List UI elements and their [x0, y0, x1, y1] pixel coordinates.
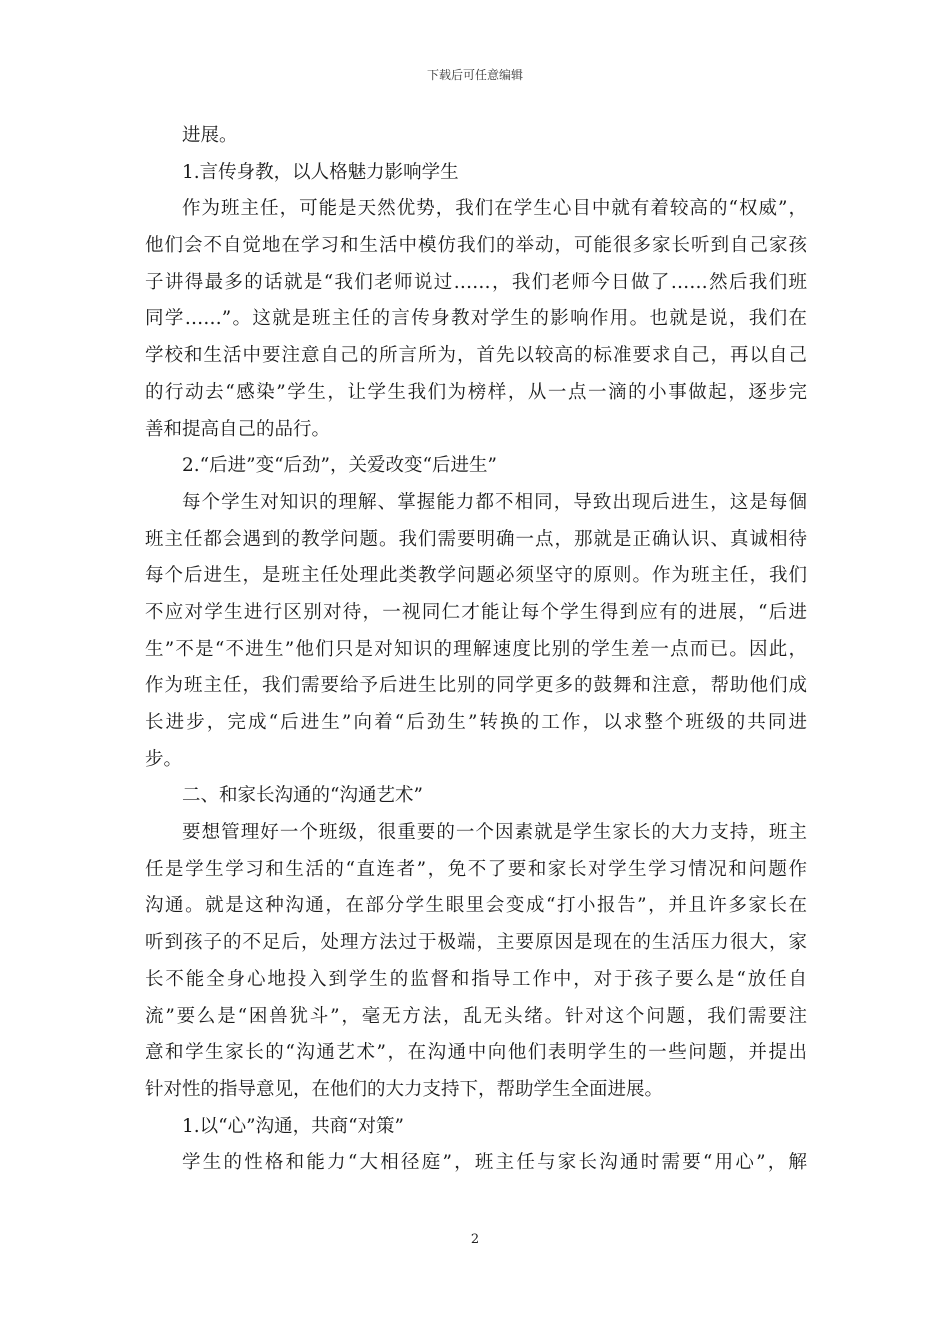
text-line: 不应对学生进行区别对待，一视同仁才能让每个学生得到应有的进展，“后进	[145, 601, 807, 623]
text-line: 长不能全身心地投入到学生的监督和指导工作中，对于孩子要么是“放任自	[145, 968, 807, 990]
text-line: 听到孩子的不足后，处理方法过于极端，主要原因是现在的生活压力很大，家	[145, 932, 807, 954]
text-line: 子讲得最多的话就是“我们老师说过……，我们老师今日做了……然后我们班	[145, 271, 807, 293]
text-line: 1.以“心”沟通，共商“对策”	[182, 1115, 404, 1137]
text-line: 班主任都会遇到的教学问题。我们需要明确一点，那就是正确认识、真诚相待	[145, 528, 807, 550]
text-line: 1.言传身教，以人格魅力影响学生	[182, 161, 459, 183]
text-line: 的行动去“感染”学生，让学生我们为榜样，从一点一滴的小事做起，逐步完	[145, 381, 807, 403]
text-line: 任是学生学习和生活的“直连者”，免不了要和家长对学生学习情况和问题作	[145, 858, 807, 880]
page-header: 下载后可任意编辑	[426, 68, 523, 82]
document-body	[145, 118, 807, 1182]
text-line: 针对性的指导意见，在他们的大力支持下，帮助学生全面进展。	[145, 1078, 664, 1100]
text-line: 2.“后进”变“后劲”，关爱改变“后进生”	[182, 455, 497, 477]
page-number: 2	[470, 1232, 480, 1247]
text-line: 进展。	[182, 125, 238, 146]
text-line: 要想管理好一个班级，很重要的一个因素就是学生家长的大力支持，班主	[182, 822, 807, 844]
text-line: 每个后进生，是班主任处理此类教学问题必须坚守的原则。作为班主任，我们	[145, 565, 807, 587]
text-line: 学生的性格和能力“大相径庭”，班主任与家长沟通时需要“用心”，解	[182, 1152, 807, 1174]
text-line: 同学……”。这就是班主任的言传身教对学生的影响作用。也就是说，我们在	[145, 308, 807, 330]
text-line: 沟通。就是这种沟通，在部分学生眼里会变成“打小报告”，并且许多家长在	[145, 895, 807, 917]
text-line: 长进步，完成“后进生”向着“后劲生”转换的工作，以求整个班级的共同进	[145, 712, 807, 733]
text-line: 每个学生对知识的理解、掌握能力都不相同，导致出现后进生，这是每個	[182, 491, 807, 513]
text-line: 生”不是“不进生”他们只是对知识的理解速度比别的学生差一点而已。因此，	[145, 638, 807, 660]
text-line: 步。	[145, 748, 183, 770]
text-line: 作为班主任，我们需要给予后进生比别的同学更多的鼓舞和注意，帮助他们成	[145, 675, 807, 697]
text-line: 善和提高自己的品行。	[145, 418, 331, 440]
text-line: 意和学生家长的“沟通艺术”，在沟通中向他们表明学生的一些问题，并提出	[145, 1042, 807, 1064]
text-line: 二、和家长沟通的“沟通艺术”	[182, 785, 423, 807]
text-line: 他们会不自觉地在学习和生活中模仿我们的举动，可能很多家长听到自己家孩	[145, 235, 807, 257]
text-line: 作为班主任，可能是天然优势，我们在学生心目中就有着较高的“权威”，	[182, 198, 807, 220]
text-line: 流”要么是“困兽犹斗”，毫无方法，乱无头绪。针对这个问题，我们需要注	[145, 1005, 807, 1027]
text-line: 学校和生活中要注意自己的所言所为，首先以较高的标准要求自己，再以自己	[145, 345, 807, 367]
